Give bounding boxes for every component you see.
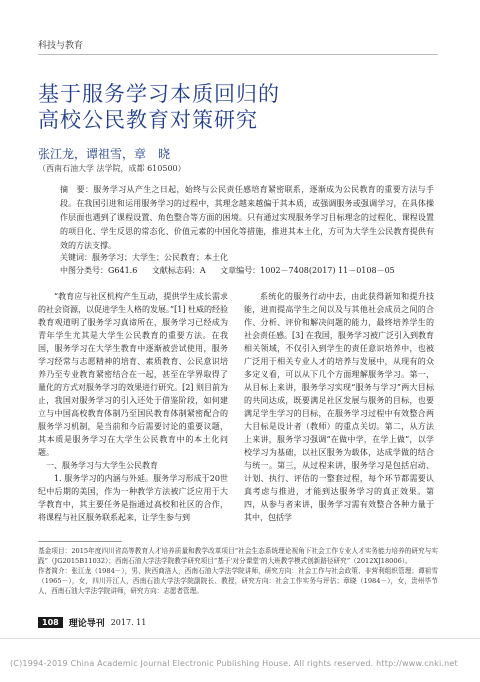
- affiliation: （西南石油大学 法学院，成都 610500）: [38, 164, 186, 173]
- footnote-rule: [38, 541, 122, 542]
- abstract-label: 摘 要：: [60, 185, 94, 194]
- footnote-author-bio: 作者简介：张江龙（1984－），男，陕西商洛人，西南石油大学法学院讲师，研究方向：社会工作与社会政策、非营利组织管理；谭祖雪（1965－），女，四川开江人，西南石油大学法学院副院长、教授，研究方向：社会工作实务与评估；章晓（1984－），女，贵州毕节人，西南石油大学法学院讲师，研究方向：志愿者管理。: [38, 567, 438, 595]
- abstract-text: 服务学习从产生之日起，始终与公民责任感培育紧密联系，逐渐成为公民教育的重要方法与手段。在我国引进和运用服务学习的过程中，其理念越来越偏于其本质，或强调服务或强调学习，在具体操作层面也遇到了课程设置、角色整合等方面的困境。只有通过实现服务学习目标理念的过程化、课程设置的项目化、学生反思的常态化、价值元素的中国化等措施，推进其本土化，方可为大学生公民教育提供有效的方法支撑。: [60, 185, 435, 250]
- footer-rule: [0, 638, 480, 639]
- keywords-label: 关键词：: [60, 253, 92, 262]
- copyright-notice: (C)1994-2019 China Academic Journal Electronic Publishing House. All rights reserved. http://www.cnki.net: [10, 659, 458, 668]
- footnote-funding: 基金项目：2015年度四川省高等教育人才培养质量和教学改革项目“社会生态系统理论视角下社会工作专业人才实务能力培养的研究与实践”（JG2015B11032）；西南石油大学法学院教学研究项目“基于‘对分课堂’的大班教学模式创新路径研究”（2012XJ18006）。: [38, 547, 438, 565]
- section-tag: 科技与教育: [38, 41, 84, 51]
- body-column-left: [38, 290, 228, 524]
- article-number: 文章编号：1002－7408(2017) 11－0108－05: [220, 266, 395, 275]
- page-number: 108: [38, 617, 63, 628]
- header-rule: [38, 54, 438, 55]
- body-paragraph: “教育应与社区机构产生互动，提供学生成长需求的社会资源，以促进学生人格的发展。”[1] 杜威的经验教育观道明了服务学习真谛所在，服务学习已经成为青年学生尤其是大学生公民教育的重要方法。在我国，服务学习在大学生教育中逐渐被尝试使用，服务学习经常与志愿精神的培育、素质教育、公民意识培养乃至专业教育紧密结合在一起，甚至在学界取得了量化的方式对服务学习的效果进行研究。[2] 则目前为止，我国对服务学习的引入还处于借鉴阶段，如何建立与中国高校教育体制乃至国民教育体制紧密配合的服务学习机制，是当前和今后需要讨论的重要议题，其本质是服务学习在大学生公民教育中的本土化问题。: [38, 292, 228, 457]
- folio: [38, 616, 146, 629]
- document-code: 文献标志码：A: [151, 266, 206, 275]
- classification-line: [60, 265, 407, 276]
- journal-name: 理论导刊: [68, 619, 105, 629]
- article-title-line-2: 高校公民教育对策研究: [38, 108, 258, 132]
- abstract: [60, 183, 434, 253]
- section-heading: 一、服务学习与大学生公民教育: [46, 461, 158, 470]
- body-paragraph: 系统化的服务行动中去，由此获得新知和提升技能，进而提高学生之间以及与其他社会成员之间的合作、分析、评价和解决问题的能力，最终培养学生的社会责任感。[3] 在我国，服务学习被广泛引入到教育相关领域，不仅引入到学生的责任意识培养中，也被广泛用于相关专业人才的培养与发展中，从现有的众多定义看，可以从下几个方面理解服务学习。第一，从目标上来讲，服务学习实现“服务与学习”两大目标的共同达成，既要满足社区发展与服务的目标，也要满足学生学习的目标，在服务学习过程中有效整合两大目标是设计者（教师）的重点关切。第二，从方法上来讲，服务学习强调“在做中学，在学上做”，以学校学习为基础，以社区服务为载体，达成学做的结合与统一。第三，从过程来讲，服务学习是包括启动、计划、执行、评估的一整套过程，每个环节都需要认真考虑与推进，才能到达服务学习的真正效果。第四，从参与者来讲，服务学习需有效整合各种力量于其中，包括学: [244, 292, 434, 522]
- footnotes: [38, 546, 438, 596]
- authors: 张江龙，谭祖雪，章 晓: [38, 147, 171, 161]
- issue: 2017. 11: [110, 618, 147, 627]
- keywords-text: 服务学习；大学生；公民教育；本土化: [92, 253, 228, 262]
- keywords: [60, 252, 228, 263]
- body-column-right: [244, 290, 434, 524]
- clc-number: 中图分类号：G641.6: [60, 266, 138, 275]
- body-paragraph: 1. 服务学习的内涵与外延。服务学习形成于20世纪中后期的美国，作为一种教学方法被广泛应用于大学教育中，其主要任务是指通过高校和社区的合作，将课程与社区服务联系起来，让学生参与到: [38, 474, 228, 522]
- article-title-line-1: 基于服务学习本质回归的: [38, 82, 280, 106]
